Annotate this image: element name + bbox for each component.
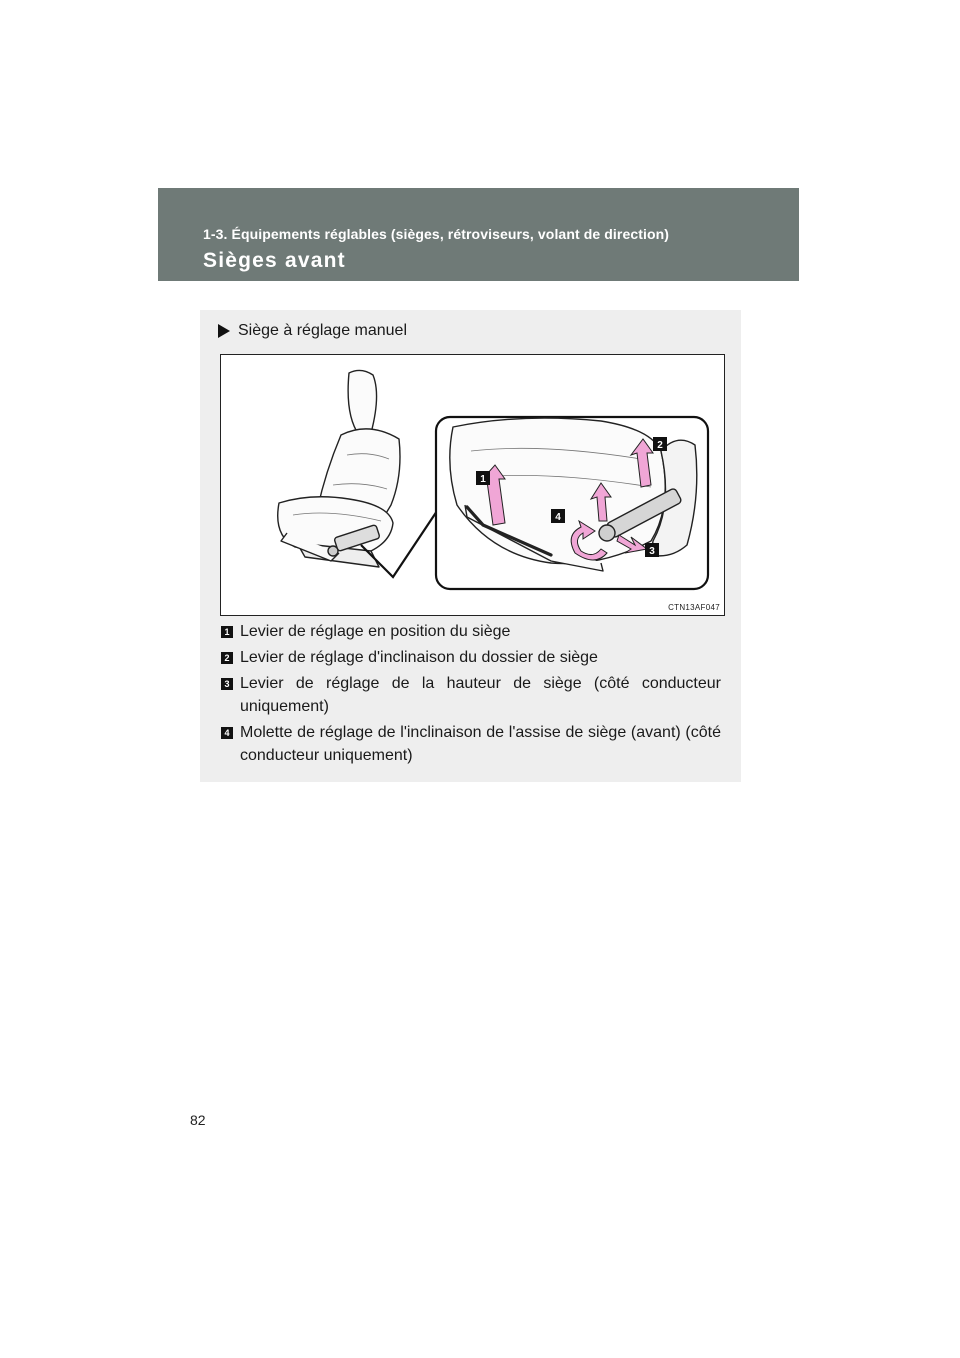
breadcrumb: 1-3. Équipements réglables (sièges, rétroviseurs, volant de direction) (203, 226, 670, 242)
subheading (218, 322, 407, 340)
legend-text: Levier de réglage de la hauteur de siège (côté conducteur uniquement) (240, 675, 721, 715)
callout-3: 3 (649, 546, 655, 557)
legend-text: Levier de réglage d'inclinaison du dossier de siège (240, 649, 598, 666)
legend-item (221, 646, 721, 669)
seat-drawing (221, 355, 724, 615)
figure-code: CTN13AF047 (668, 603, 720, 612)
number-badge: 2 (221, 652, 233, 664)
legend-item (221, 672, 721, 718)
callout-2: 2 (657, 440, 663, 451)
legend-text: Levier de réglage en position du siège (240, 623, 511, 640)
legend-item (221, 620, 721, 643)
full-seat-outline (278, 370, 400, 567)
legend-item (221, 721, 721, 767)
content-panel (200, 310, 741, 782)
subheading-text: Siège à réglage manuel (238, 322, 408, 339)
callout-1: 1 (480, 474, 486, 485)
triangle-bullet-icon (218, 324, 230, 338)
callout-4: 4 (555, 512, 561, 523)
page-number: 82 (190, 1112, 206, 1128)
section-header (158, 188, 799, 281)
seat-illustration (220, 354, 725, 616)
number-badge: 3 (221, 678, 233, 690)
legend-list (221, 620, 721, 770)
number-badge: 1 (221, 626, 233, 638)
legend-text: Molette de réglage de l'inclinaison de l'assise de siège (avant) (côté conducteur uniquement) (240, 724, 721, 764)
page-title: Sièges avant (203, 249, 346, 272)
number-badge: 4 (221, 727, 233, 739)
